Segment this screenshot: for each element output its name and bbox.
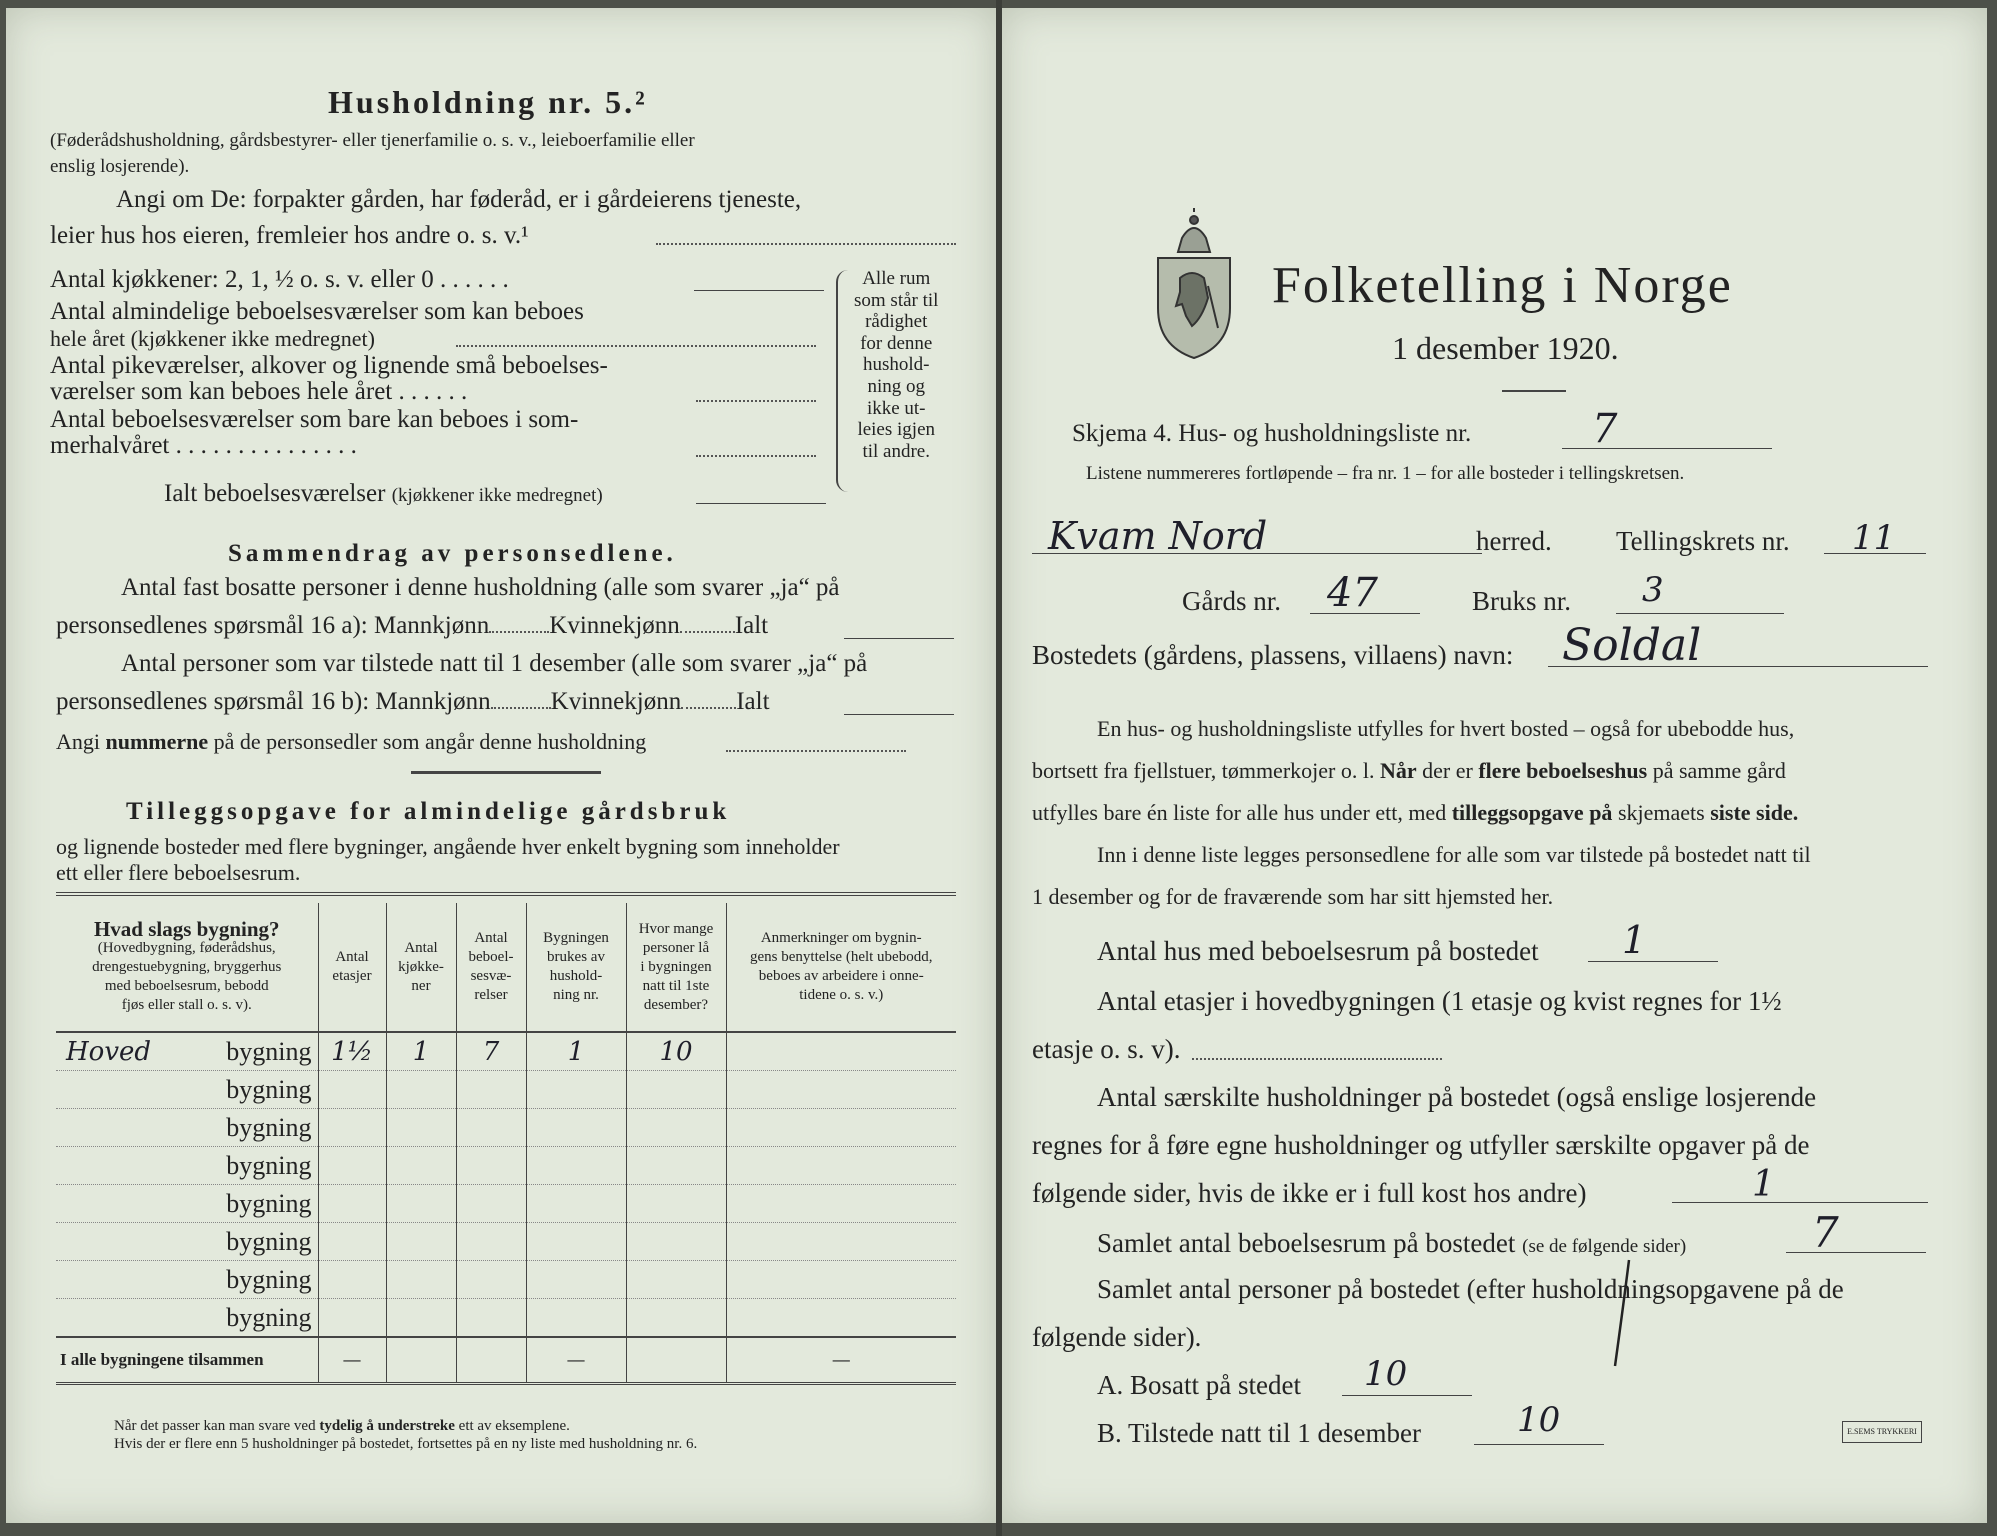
building-etasjer-cell [318, 1147, 386, 1185]
gards-label: Gårds nr. [1182, 586, 1281, 616]
floors-line-2: etasje o. s. v). [1032, 1034, 1181, 1064]
header-text-line: Anmerkninger om bygnin- [760, 930, 922, 946]
floors-line-1: Antal etasjer i hovedbygningen (1 etasje og kvist regnes for 1½ [1097, 986, 1782, 1016]
building-hush-cell: 1 [526, 1032, 626, 1071]
building-kjokken-cell [386, 1071, 456, 1109]
building-hush-cell [526, 1223, 626, 1261]
households-line-2: regnes for å føre egne husholdninger og utfyller særskilte opgaver på de [1032, 1130, 1810, 1160]
ordinary-rooms-label-2: hele året (kjøkkener ikke medregnet) [50, 326, 375, 351]
building-suffix: bygning [226, 1036, 312, 1066]
resident-line [1342, 1395, 1472, 1396]
houses-label: Antal hus med beboelsesrum på bostedet [1097, 936, 1539, 966]
building-vaerelser-cell [456, 1147, 526, 1185]
summary-numbers-dots [726, 750, 906, 752]
building-etasjer-cell [318, 1261, 386, 1299]
header-text-line: (Hovedbygning, føderådshus, [97, 939, 276, 956]
building-etasjer-cell [318, 1109, 386, 1147]
total-kitchens [386, 1337, 456, 1384]
col-kitchens [386, 903, 456, 1032]
building-type-cell [56, 1147, 318, 1185]
tellingskrets-label: Tellingskrets nr. [1616, 526, 1790, 556]
header-text-line: beboel- [468, 949, 514, 965]
total-remarks: — [726, 1337, 956, 1384]
gards-nr: 47 [1327, 570, 1378, 616]
header-text-line: personer lå [642, 939, 710, 956]
summary-p2-b: personsedlenes spørsmål 16 b): Mannkjønn Kvinnekjønn Ialt [56, 688, 770, 715]
building-anm-cell [726, 1223, 956, 1261]
building-personer-cell [626, 1261, 726, 1299]
building-anm-cell [726, 1071, 956, 1109]
norway-coat-of-arms-icon [1152, 208, 1236, 360]
building-vaerelser-cell [456, 1185, 526, 1223]
header-text-line: ning nr. [553, 987, 599, 1003]
building-anm-cell [726, 1299, 956, 1338]
header-text-line: Antal [335, 949, 369, 965]
brace-note-line: til andre. [862, 440, 930, 462]
intro-line-1: (Føderådshusholdning, gårdsbestyrer- eller tjenerfamilie o. s. v., leieboerfamilie eller [50, 130, 695, 151]
ordinary-rooms-dots [456, 345, 816, 347]
building-personer-cell [626, 1185, 726, 1223]
header-text-line: relser [474, 987, 508, 1003]
angi-line-1: Angi om De: forpakter gården, har føderåd, er i gårdeierens tjeneste, [116, 186, 802, 213]
building-type-cell [56, 1299, 318, 1338]
bosted-name: Soldal [1562, 620, 1702, 671]
building-row [56, 1147, 956, 1185]
building-hush-cell [526, 1261, 626, 1299]
total-label: I alle bygningene tilsammen [56, 1337, 318, 1384]
building-hush-cell [526, 1071, 626, 1109]
building-anm-cell [726, 1261, 956, 1299]
building-vaerelser-cell: 7 [456, 1032, 526, 1071]
header-text-line: med beboelsesrum, bebodd [104, 977, 269, 994]
angi-line-2: leier hus hos eieren, fremleier hos andre o. s. v.¹ [50, 222, 529, 249]
houses-line [1588, 961, 1718, 962]
total-row [56, 1337, 956, 1384]
building-row [56, 1109, 956, 1147]
building-type-cell [56, 1223, 318, 1261]
brace-note-line: ning og [867, 375, 925, 397]
building-etasjer-cell [318, 1299, 386, 1338]
header-text-line: desember? [643, 996, 709, 1013]
present-value: 10 [1517, 1400, 1561, 1440]
building-kjokken-cell [386, 1185, 456, 1223]
total-rooms-label: Ialt beboelsesværelser (kjøkkener ikke medregnet) [164, 480, 603, 507]
bruks-line [1616, 613, 1784, 614]
header-text-line: fjøs eller stall o. s. v). [121, 996, 252, 1013]
bosted-label: Bostedets (gårdens, plassens, villaens) navn: [1032, 640, 1514, 670]
intro-line-2: enslig losjerende). [50, 156, 190, 177]
summary-p2-a: Antal personer som var tilstede natt til 1 desember (alle som svarer „ja“ på [121, 650, 868, 677]
building-type-cell [56, 1109, 318, 1147]
header-text-line: gens benyttelse (helt ubebodd, [750, 949, 933, 965]
col-remarks [726, 903, 956, 1032]
footnote-1: Når det passer kan man svare ved tydelig å understreke ett av eksemplene. [114, 1418, 570, 1434]
persons-line-2: følgende sider). [1032, 1322, 1202, 1352]
angi-answer-line [656, 243, 956, 245]
total-floors: — [318, 1337, 386, 1384]
building-suffix: bygning [226, 1074, 312, 1104]
building-row [56, 1261, 956, 1299]
building-personer-cell: 10 [626, 1032, 726, 1071]
total-rooms [456, 1337, 526, 1384]
building-type-cell [56, 1071, 318, 1109]
floors-dots [1192, 1058, 1442, 1060]
census-date: 1 desember 1920. [1392, 330, 1619, 366]
building-personer-cell [626, 1147, 726, 1185]
supplement-sub-1: og lignende bosteder med flere bygninger, angående hver enkelt bygning som inneholder [56, 834, 840, 859]
small-rooms-label-1: Antal pikeværelser, alkover og lignende små beboelses- [50, 352, 608, 379]
households-line-1: Antal særskilte husholdninger på bostedet (også enslige losjerende [1097, 1082, 1817, 1112]
houses-value: 1 [1622, 918, 1647, 962]
building-vaerelser-cell [456, 1299, 526, 1338]
header-text-line: sesvæ- [470, 968, 512, 984]
title-rule [1502, 390, 1566, 392]
herred-label: herred. [1476, 526, 1552, 556]
supplement-title: Tilleggsopgave for almindelige gårdsbruk [126, 798, 731, 825]
header-text-line: Bygningen [543, 930, 609, 946]
brace-note-line: rådighet [865, 311, 928, 333]
header-text-line: natt til 1ste [642, 977, 710, 994]
footnote-2: Hvis der er flere enn 5 husholdninger på bostedet, fortsettes på en ny liste med husholdning nr. 6. [114, 1436, 698, 1452]
small-rooms-label-2: værelser som kan beboes hele året . . . . . . [50, 378, 468, 405]
ordinary-rooms-label-1: Antal almindelige beboelsesværelser som kan beboes [50, 298, 584, 325]
building-etasjer-cell [318, 1071, 386, 1109]
total-persons [626, 1337, 726, 1384]
building-type-cell [56, 1032, 318, 1071]
header-text-line: kjøkke- [398, 958, 444, 975]
summary-title: Sammendrag av personsedlene. [228, 540, 677, 567]
schema-line: Skjema 4. Hus- og husholdningsliste nr. [1072, 420, 1472, 447]
building-etasjer-cell: 1½ [318, 1032, 386, 1071]
brace [836, 270, 850, 492]
left-page [6, 8, 996, 1523]
col-household [526, 903, 626, 1032]
total-rooms-line [696, 503, 826, 504]
building-hush-cell [526, 1299, 626, 1338]
building-etasjer-cell [318, 1223, 386, 1261]
para1-c: utfylles bare én liste for alle hus under ett, med tilleggsopgave på skjemaets siste side. [1032, 800, 1799, 825]
building-kjokken-cell [386, 1299, 456, 1338]
numbering-note: Listene nummereres fortløpende – fra nr. 1 – for alle bosteder i tellingskretsen. [1086, 463, 1685, 484]
building-row [56, 1071, 956, 1109]
building-row [56, 1299, 956, 1338]
building-kjokken-cell: 1 [386, 1032, 456, 1071]
building-vaerelser-cell [456, 1071, 526, 1109]
households-line [1672, 1202, 1928, 1203]
header-text-line: brukes av [547, 949, 605, 965]
rooms-value: 7 [1812, 1208, 1839, 1257]
building-suffix: bygning [226, 1188, 312, 1218]
building-anm-cell [726, 1147, 956, 1185]
building-suffix: bygning [226, 1264, 312, 1294]
summer-rooms-label-1: Antal beboelsesværelser som bare kan beboes i som- [50, 406, 579, 433]
col-floors [318, 903, 386, 1032]
building-hush-cell [526, 1147, 626, 1185]
brace-note [854, 268, 938, 462]
summary-p1-b: personsedlenes spørsmål 16 a): Mannkjønn Kvinnekjønn Ialt [56, 612, 769, 639]
header-text-line: hushold- [549, 968, 603, 984]
building-personer-cell [626, 1299, 726, 1338]
rooms-line [1786, 1252, 1926, 1253]
persons-line-1: Samlet antal personer på bostedet (efter husholdningsopgavene på de [1097, 1274, 1844, 1304]
tellingskrets-nr: 11 [1852, 518, 1896, 558]
herred-name: Kvam Nord [1048, 514, 1268, 558]
header-text-line: i bygningen [640, 958, 712, 975]
building-row [56, 1032, 956, 1071]
building-suffix: bygning [226, 1302, 312, 1332]
col-persons [626, 903, 726, 1032]
building-vaerelser-cell [456, 1261, 526, 1299]
summary-p2-ialt-line [844, 714, 954, 715]
para2-b: 1 desember og for de fraværende som har sitt hjemsted her. [1032, 884, 1554, 909]
total-household: — [526, 1337, 626, 1384]
bruks-label: Bruks nr. [1472, 586, 1572, 616]
building-anm-cell [726, 1109, 956, 1147]
kitchens-label: Antal kjøkkener: 2, 1, ½ o. s. v. eller 0 . . . . . . [50, 266, 509, 293]
printer-stamp: E.SEMS TRYKKERI [1842, 1421, 1922, 1443]
building-row [56, 1223, 956, 1261]
building-kjokken-cell [386, 1223, 456, 1261]
present-line [1474, 1444, 1604, 1445]
summer-rooms-label-2: merhalvåret . . . . . . . . . . . . . . . [50, 432, 357, 459]
brace-note-line: ikke ut- [866, 397, 926, 419]
building-etasjer-cell [318, 1185, 386, 1223]
building-suffix: bygning [226, 1150, 312, 1180]
para1-b: bortsett fra fjellstuer, tømmerkojer o. l. Når der er flere beboelseshus på samme gård [1032, 758, 1786, 783]
header-text-line: Hvor mange [638, 920, 714, 937]
supplement-sub-2: ett eller flere beboelsesrum. [56, 860, 301, 885]
rooms-label: Samlet antal beboelsesrum på bostedet (se de følgende sider) [1097, 1228, 1687, 1258]
summary-numbers-line: Angi nummerne på de personsedler som angår denne husholdning [56, 729, 647, 754]
header-text-line: drengestuebygning, bryggerhus [92, 958, 282, 975]
present-label: B. Tilstede natt til 1 desember [1097, 1418, 1421, 1448]
section-divider [411, 771, 601, 774]
header-text-line: ner [411, 977, 431, 994]
building-suffix: bygning [226, 1112, 312, 1142]
building-anm-cell [726, 1185, 956, 1223]
building-personer-cell [626, 1223, 726, 1261]
census-title: Folketelling i Norge [1272, 257, 1733, 314]
header-text-line: Antal [474, 930, 508, 946]
building-vaerelser-cell [456, 1109, 526, 1147]
building-personer-cell [626, 1109, 726, 1147]
small-rooms-dots [696, 400, 816, 402]
brace-note-line: for denne [860, 332, 933, 354]
summary-p1-a: Antal fast bosatte personer i denne husholdning (alle som svarer „ja“ på [121, 574, 840, 601]
header-text-line: Antal [404, 939, 438, 956]
building-type-cell [56, 1185, 318, 1223]
brace-note-line: hushold- [862, 354, 930, 376]
schema-nr-value: 7 [1592, 406, 1618, 452]
col-rooms [456, 903, 526, 1032]
summer-rooms-dots [696, 455, 816, 457]
pen-stroke [1607, 1258, 1637, 1368]
brace-note-line: som står til [854, 289, 939, 311]
households-value: 1 [1752, 1164, 1775, 1205]
building-name: Hoved [66, 1036, 152, 1067]
summary-p1-ialt-line [844, 638, 954, 639]
bruks-nr: 3 [1642, 570, 1664, 610]
building-type-cell [56, 1261, 318, 1299]
buildings-table [56, 903, 956, 1385]
header-text-line: etasjer [332, 968, 372, 984]
building-kjokken-cell [386, 1147, 456, 1185]
households-line-3: følgende sider, hvis de ikke er i full kost hos andre) [1032, 1178, 1587, 1208]
header-text-line: tidene o. s. v.) [799, 987, 884, 1003]
building-anm-cell [726, 1032, 956, 1071]
brace-note-line: leies igjen [857, 419, 935, 441]
building-hush-cell [526, 1185, 626, 1223]
household-title: Husholdning nr. 5.² [328, 84, 648, 120]
para1-a: En hus- og husholdningsliste utfylles for hvert bosted – også for ubebodde hus, [1097, 716, 1795, 741]
brace-note-line: Alle rum [862, 268, 931, 289]
para2-a: Inn i denne liste legges personsedlene for alle som var tilstede på bostedet natt til [1097, 842, 1811, 867]
building-row [56, 1185, 956, 1223]
building-vaerelser-cell [456, 1223, 526, 1261]
resident-label: A. Bosatt på stedet [1097, 1370, 1301, 1400]
header-text-line: beboes av arbeidere i onne- [758, 968, 924, 984]
resident-value: 10 [1364, 1354, 1408, 1394]
right-page [1002, 8, 1987, 1523]
kitchens-answer-line [694, 290, 824, 291]
building-kjokken-cell [386, 1261, 456, 1299]
table-top-rule [56, 892, 956, 896]
building-suffix: bygning [226, 1226, 312, 1256]
building-personer-cell [626, 1071, 726, 1109]
col-building-type: Hvad slags bygning? (Hovedbygning, føderådshus, drengestuebygning, bryggerhus med beboelsesrum, bebodd fjøs eller stall o. s. v). [56, 903, 318, 1032]
building-hush-cell [526, 1109, 626, 1147]
building-kjokken-cell [386, 1109, 456, 1147]
